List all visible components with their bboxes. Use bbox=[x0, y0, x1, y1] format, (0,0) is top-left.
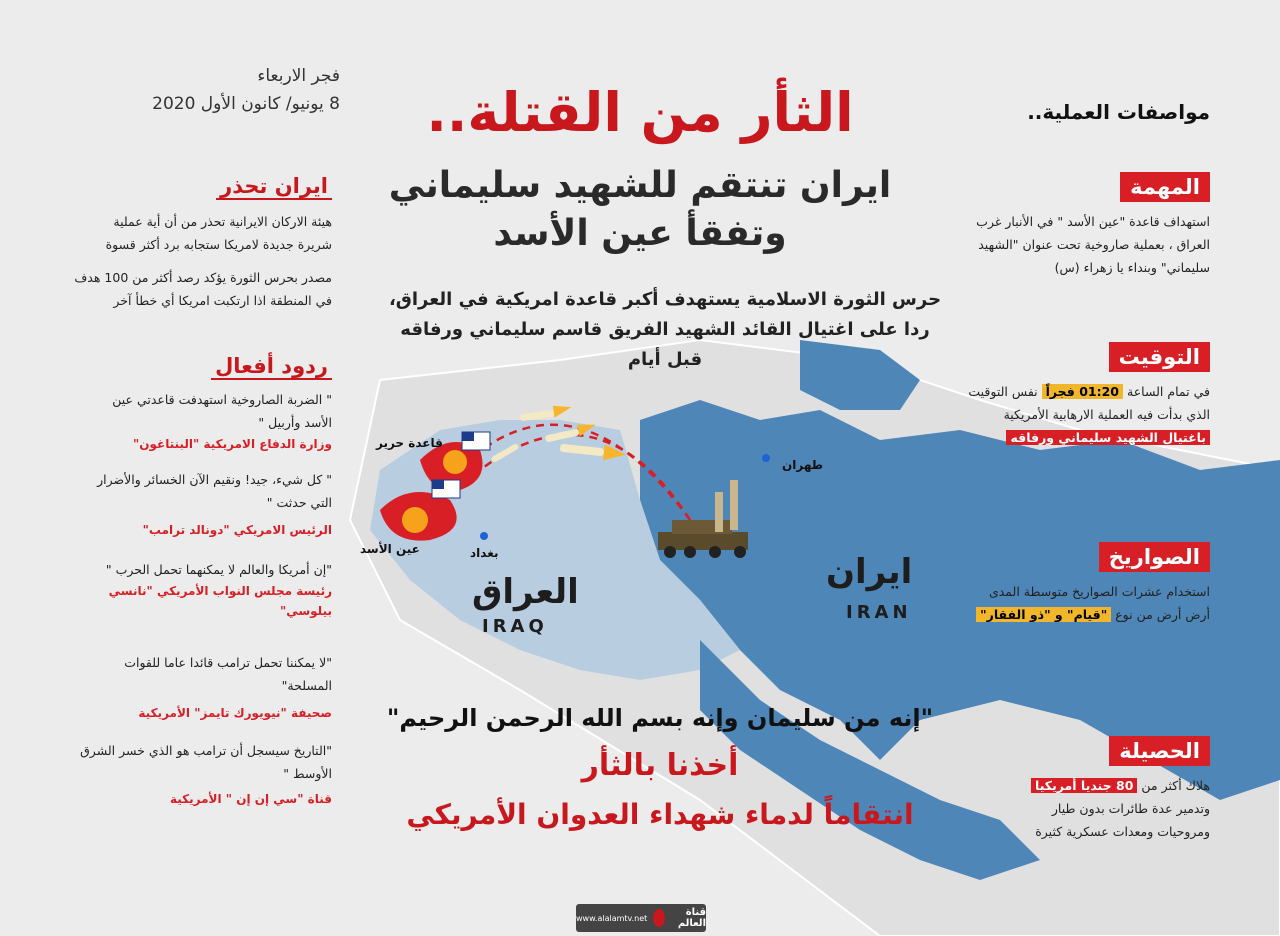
bottom-line-2: أخذنا بالثأر bbox=[581, 748, 739, 783]
reactions-title: ردود أفعال bbox=[211, 354, 332, 380]
mission-line-3: سليماني" وبنداء يا زهراء (س) bbox=[1054, 260, 1210, 275]
mission-section bbox=[950, 172, 1210, 279]
iraq-label-en: IRAQ bbox=[482, 616, 548, 637]
reaction-item bbox=[60, 468, 332, 540]
reaction-source: رئيسة مجلس النواب الأمريكي "نانسي بيلوسي" bbox=[108, 584, 332, 618]
reaction-item bbox=[60, 739, 332, 809]
outcome-line-2: وتدمير عدة طائرات بدون طيار bbox=[1051, 801, 1210, 816]
page-title: الثأر من القتلة.. bbox=[426, 81, 854, 144]
reaction-item bbox=[60, 388, 332, 454]
reaction-quote-cont: التي حدثت " bbox=[266, 495, 332, 510]
reaction-source: وزارة الدفاع الامريكية "البنتاغون" bbox=[132, 437, 332, 451]
reaction-item bbox=[60, 651, 332, 723]
timing-post: نفس التوقيت bbox=[968, 384, 1038, 399]
reactions-section bbox=[60, 354, 332, 809]
reaction-quote-cont: الأسد وأربيل " bbox=[258, 415, 332, 430]
timing-section bbox=[950, 342, 1210, 449]
reaction-quote: " كل شيء، جيد! ونقيم الآن الخسائر والأضرار bbox=[97, 472, 332, 487]
reaction-quote: "التاريخ سيسجل أن ترامب هو الذي خسر الشرق bbox=[80, 743, 332, 758]
date-block bbox=[60, 62, 340, 118]
reaction-source: صحيفة "نيويورك تايمز" الأمريكية bbox=[138, 706, 332, 720]
timing-pre: في تمام الساعة bbox=[1127, 384, 1210, 399]
outcome-section bbox=[950, 736, 1210, 843]
outcome-line-3: ومروحيات ومعدات عسكرية كثيرة bbox=[1035, 824, 1210, 839]
baghdad-marker bbox=[480, 532, 488, 540]
missiles-line-1: استخدام عشرات الصواريخ متوسطة المدى bbox=[988, 584, 1210, 599]
sub-title-line-2: وتفقأ عين الأسد bbox=[493, 213, 787, 254]
sub-title bbox=[360, 162, 920, 258]
timing-line-3: باغتيال الشهيد سليماني ورفاقه bbox=[1006, 430, 1210, 445]
timing-line-2: الذي بدأت فيه العملية الارهابية الأمريكية bbox=[1003, 407, 1210, 422]
iran-warns-p1-line-1: هيئة الاركان الايرانية تحذر من أن أية عملية bbox=[113, 214, 332, 229]
reaction-item bbox=[60, 558, 332, 621]
ain-asad-label: عين الأسد bbox=[360, 542, 420, 556]
baghdad-label: بغداد bbox=[470, 546, 499, 560]
reaction-quote: "إن أمريكا والعالم لا يمكنهما تحمل الحرب " bbox=[105, 562, 332, 577]
iran-label-ar: ايران bbox=[826, 552, 913, 592]
tehran-marker bbox=[762, 454, 770, 462]
reaction-quote-cont: الأوسط " bbox=[283, 766, 332, 781]
mission-title: المهمة bbox=[1120, 172, 1210, 202]
timing-title: التوقيت bbox=[1109, 342, 1210, 372]
bottom-quote: "إنه من سليمان وإنه بسم الله الرحمن الرحيم" bbox=[386, 704, 934, 732]
reaction-quote-cont: المسلحة" bbox=[281, 678, 332, 693]
specs-heading: مواصفات العملية.. bbox=[1027, 100, 1210, 124]
timing-time: 01:20 فجراً bbox=[1042, 384, 1123, 399]
iran-warns-section bbox=[60, 174, 332, 312]
mission-line-1: استهداف قاعدة "عين الأسد " في الأنبار غرب bbox=[976, 214, 1210, 229]
iran-warns-p1-line-2: شريرة جديدة لامريكا ستجابه برد أكثر قسوة bbox=[105, 237, 332, 252]
outcome-pre: هلاك أكثر من bbox=[1141, 778, 1210, 793]
missiles-types: "قيام" و "ذو الفقار" bbox=[976, 607, 1111, 622]
lead-line-2: ردا على اغتيال القائد الشهيد الفريق قاسم سليماني ورفاقه قبل أيام bbox=[400, 319, 930, 370]
lead-line-1: حرس الثورة الاسلامية يستهدف أكبر قاعدة امريكية في العراق، bbox=[388, 289, 942, 310]
harir-base-label: قاعدة حرير bbox=[376, 436, 443, 450]
sub-title-line-1: ايران تنتقم للشهيد سليماني bbox=[388, 165, 892, 206]
outcome-title: الحصيلة bbox=[1109, 736, 1210, 766]
iran-warns-p2-line-1: مصدر بحرس الثورة يؤكد رصد أكثر من 100 هدف bbox=[74, 270, 332, 285]
missiles-title: الصواريخ bbox=[1099, 542, 1210, 572]
lead-text bbox=[380, 285, 950, 375]
footer-logo bbox=[576, 904, 706, 932]
reaction-source: الرئيس الامريكي "دونالد ترامب" bbox=[142, 523, 332, 537]
reaction-quote: "لا يمكننا تحمل ترامب قائدا عاما للقوات bbox=[124, 655, 332, 670]
iraq-label-ar: العراق bbox=[472, 572, 579, 612]
iran-warns-title: ايران تحذر bbox=[216, 174, 332, 200]
iran-label-en: IRAN bbox=[846, 602, 912, 623]
mission-line-2: العراق ، بعملية صاروخية تحت عنوان "الشهيد bbox=[978, 237, 1210, 252]
tehran-label: طهران bbox=[782, 458, 824, 472]
channel-name: قناة العالم bbox=[677, 907, 706, 929]
channel-logo-icon bbox=[653, 909, 665, 927]
bottom-message bbox=[380, 700, 940, 838]
bottom-line-3: انتقاماً لدماء شهداء العدوان الأمريكي bbox=[406, 798, 914, 831]
missiles-section bbox=[950, 542, 1210, 626]
date-line-1: فجر الاربعاء bbox=[257, 66, 340, 86]
reaction-quote: " الضربة الصاروخية استهدفت قاعدتي عين bbox=[112, 392, 332, 407]
channel-url: www.alalamtv.net bbox=[576, 913, 648, 923]
iran-warns-p2-line-2: في المنطقة اذا ارتكبت امريكا أي خطأ آخر bbox=[113, 293, 332, 308]
reaction-source: قناة "سي إن إن " الأمريكية bbox=[170, 792, 332, 806]
outcome-count: 80 جنديا أمريكيا bbox=[1031, 778, 1137, 793]
date-line-2: 8 يونيو/ كانون الأول 2020 bbox=[152, 94, 340, 114]
missiles-pre: أرض أرض من نوع bbox=[1115, 607, 1210, 622]
